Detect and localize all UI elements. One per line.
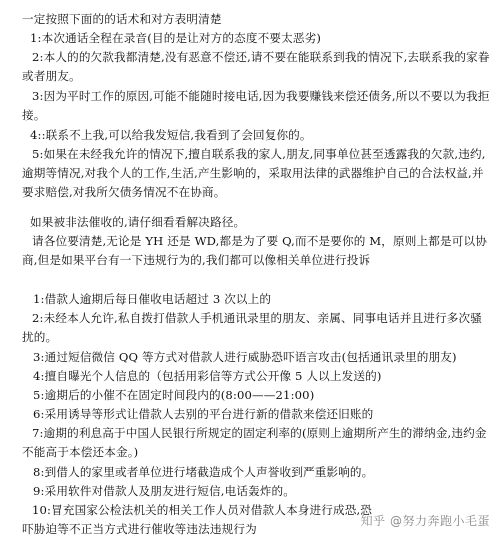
rule-1: 1:本次通话全程在录音(目的是让对方的态度不要太恶劣) <box>30 31 322 45</box>
rule-4: 4::联系不上我,可以给我发短信,我看到了会回复你的。 <box>30 128 312 142</box>
violation-9: 9:采用软件对借款人及朋友进行短信,电话轰炸的。 <box>33 484 296 498</box>
rule-2: 2:本人的的欠款我都清楚,没有恶意不偿还,请不要在能联系到我的情况下,去联系我的家眷或者朋友。 <box>22 50 490 83</box>
collection-note: 请各位要清楚,无论是 YH 还是 WD,都是为了要 Q,而不是要你的 M，原则上都是可以协商,但是如果平台有一下违规行为的,我们都可以像相关单位进行投诉 <box>22 234 488 267</box>
zhihu-watermark: 知乎 @努力奔跑小毛蛋 <box>360 514 490 528</box>
violation-2: 2:未经本人允许,私自拨打借款人手机通讯录里的朋友、亲属、同事电话并且进行多次骚扰的。 <box>22 311 482 344</box>
violation-4: 4:擅自曝光个人信息的（包括用彩信等方式公开像 5 人以上发送的) <box>33 369 382 383</box>
violation-6: 6:采用诱导等形式让借款人去别的平台进行新的借款来偿还旧账的 <box>33 407 374 421</box>
violation-5: 5:逾期后的小催不在固定时间段内的(8:00——21:00) <box>33 388 315 402</box>
rule-5: 5:如果在未经我允许的情况下,擅自联系我的家人,朋友,同事单位甚至透露我的欠款,违约,逾期等情况,对我个人的工作,生活,产生影响的，采取用法律的武器维护自己的合法权益,并要求赔偿,对我所欠债务情况不在协商。 <box>22 147 486 199</box>
violation-10: 10:冒充国家公检法机关的相关工作人员对借款人本身进行成恐,恐吓胁迫等不正当方式进行催收等违法违规行为 <box>22 503 373 536</box>
rule-3: 3:因为平时工作的原因,可能不能随时接电话,因为我要赚钱来偿还债务,所以不要以为我拒接。 <box>22 89 490 122</box>
collection-intro: 如果被非法催收的,请仔细看看解决路径。 <box>30 215 246 229</box>
header-line: 一定按照下面的的话术和对方表明清楚 <box>22 12 222 26</box>
violation-7: 7:逾期的利息高于中国人民银行所规定的固定利率的(原则上逾期所产生的滞纳金,违约金不能高于本偿还本金。) <box>22 426 487 459</box>
violation-1: 1:借款人逾期后每日催收电话超过 3 次以上的 <box>33 292 272 306</box>
violation-8: 8:到借人的家里或者单位进行堵截造成个人声誉收到严重影响的。 <box>33 465 374 479</box>
violation-3: 3:通过短信微信 QQ 等方式对借款人进行威胁恐吓语言攻击(包括通讯录里的朋友) <box>33 350 457 364</box>
